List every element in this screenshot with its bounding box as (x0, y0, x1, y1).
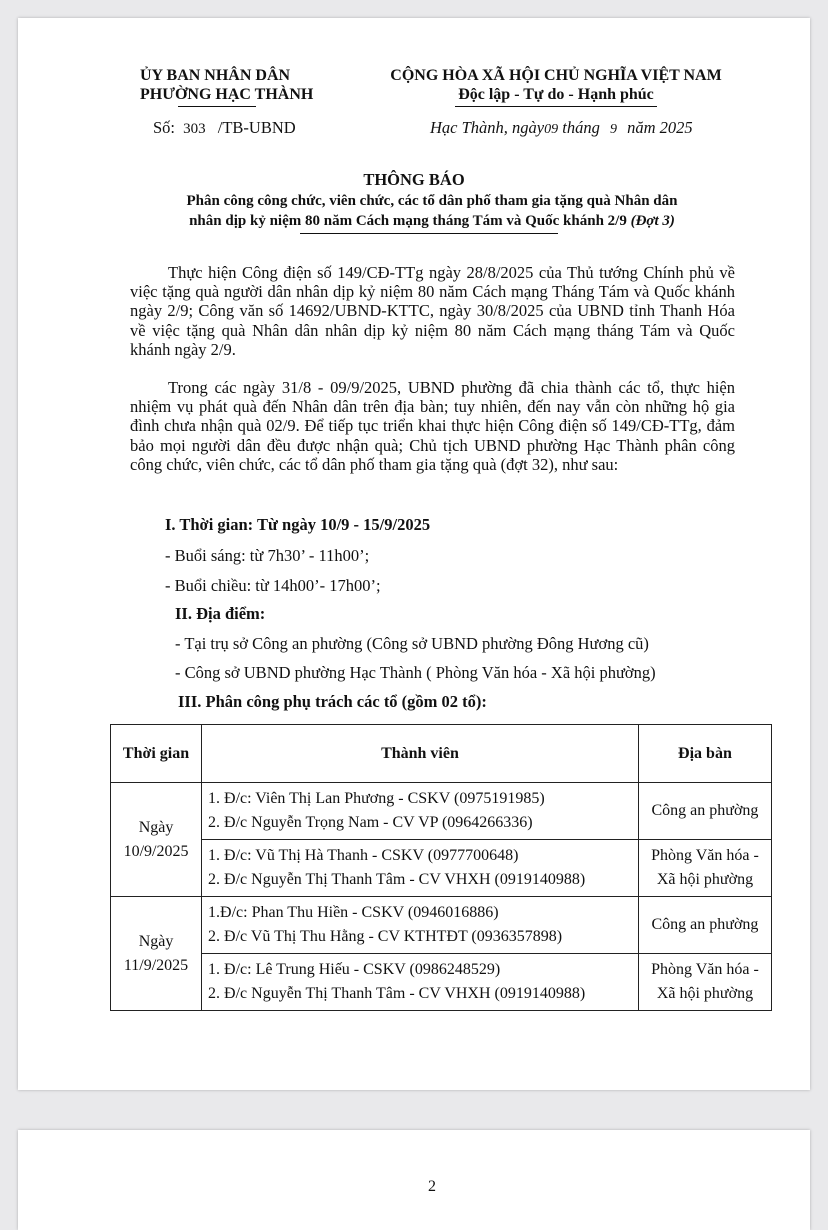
date-day: 09 (544, 122, 559, 137)
issuer-line-1: ỦY BAN NHÂN DÂN (140, 67, 291, 84)
date-label: Ngày (138, 932, 174, 950)
table-row (111, 954, 772, 1011)
members-cell (202, 783, 639, 840)
notice-title: THÔNG BÁO (363, 170, 465, 189)
area-line-2: Xã hội phường (656, 871, 754, 888)
table-row (111, 783, 772, 840)
date-mid: tháng (562, 118, 600, 137)
date-value: 10/9/2025 (123, 842, 189, 860)
member-2: 2. Đ/c Nguyễn Thị Thanh Tâm - CV VHXH (0919140988) (208, 871, 586, 888)
area-line-1: Công an phường (651, 802, 759, 819)
afternoon-schedule: - Buổi chiều: từ 14h00’- 17h00’; (165, 576, 381, 595)
table-row (111, 840, 772, 897)
place-1: - Tại trụ sở Công an phường (Công sở UBND phường Đông Hương cũ) (175, 634, 649, 653)
date-month: 9 (609, 122, 617, 137)
page-number: 2 (428, 1178, 436, 1195)
members-cell (202, 954, 639, 1011)
date-prefix: Hạc Thành, ngày (430, 118, 545, 137)
header-time: Thời gian (111, 725, 202, 783)
national-motto-block (370, 66, 742, 104)
motto: Độc lập - Tự do - Hạnh phúc (458, 86, 654, 103)
header-area: Địa bàn (638, 725, 771, 783)
document-number (153, 118, 296, 138)
document-date (430, 118, 693, 138)
member-1: 1. Đ/c: Lê Trung Hiếu - CSKV (0986248529) (208, 961, 501, 978)
area-cell (638, 954, 771, 1011)
assignment-table (110, 724, 772, 1011)
member-1: 1. Đ/c: Viên Thị Lan Phương - CSKV (0975191985) (208, 790, 545, 807)
title-underline (300, 233, 558, 234)
date-value: 11/9/2025 (123, 956, 189, 974)
area-cell (638, 783, 771, 840)
morning-schedule: - Buổi sáng: từ 7h30’ - 11h00’; (165, 546, 370, 565)
notice-subtitle-line-1: Phân công công chức, viên chức, các tổ dân phố tham gia tặng quà Nhân dân (186, 193, 678, 209)
place-heading: II. Địa điểm: (175, 604, 266, 623)
subtitle-text: nhân dịp kỷ niệm 80 năm Cách mạng tháng Tám và Quốc khánh 2/9 (189, 213, 627, 229)
area-cell (638, 840, 771, 897)
members-cell (202, 840, 639, 897)
member-1: 1. Đ/c: Vũ Thị Hà Thanh - CSKV (0977700648) (208, 847, 519, 864)
table-header-row (111, 725, 772, 783)
area-line-1: Phòng Văn hóa - (651, 961, 759, 978)
number-value: 303 (183, 121, 206, 137)
number-suffix: /TB-UBND (217, 118, 296, 137)
issuer-block (140, 66, 314, 104)
area-line-2: Xã hội phường (656, 985, 754, 1002)
subtitle-batch: (Đợt 3) (630, 213, 675, 229)
issuer-underline (178, 106, 256, 107)
country-name: CỘNG HÒA XÃ HỘI CHỦ NGHĨA VIỆT NAM (390, 67, 722, 84)
notice-subtitle-line-2 (0, 213, 828, 230)
assignment-heading: III. Phân công phụ trách các tổ (gồm 02 tổ): (178, 692, 487, 711)
member-1: 1.Đ/c: Phan Thu Hiền - CSKV (0946016886) (208, 904, 499, 921)
area-cell (638, 897, 771, 954)
paragraph-1: Thực hiện Công điện số 149/CĐ-TTg ngày 28/8/2025 của Thủ tướng Chính phủ về việc tặng quà người dân nhân dịp kỷ niệm 80 năm Cách mạng Tháng Tám và Quốc khánh ngày 2/9; Công văn số 14692/UBND-KTTC, ngày 30/8/2025 của UBND tỉnh Thanh Hóa về việc tặng quà Nhân dân nhân dịp kỷ niệm 80 năm Cách mạng tháng Tám và Quốc khánh ngày 2/9. (130, 263, 735, 359)
table-row (111, 897, 772, 954)
time-heading: I. Thời gian: Từ ngày 10/9 - 15/9/2025 (165, 515, 431, 534)
paragraph-2: Trong các ngày 31/8 - 09/9/2025, UBND phường đã chia thành các tổ, thực hiện nhiệm vụ phát quà đến Nhân dân trên địa bàn; tuy nhiên, đến nay vẫn còn những hộ gia đình chưa nhận quà 02/9. Để tiếp tục triển khai thực hiện Công điện số 149/CĐ-TTg, đảm bảo mọi người dân đều được nhận quà; Chủ tịch UBND phường Hạc Thành phân công công chức, viên chức, các tổ dân phố tham gia tặng quà (đợt 32), như sau: (130, 378, 735, 474)
area-line-1: Phòng Văn hóa - (651, 847, 759, 864)
member-2: 2. Đ/c Nguyễn Trọng Nam - CV VP (0964266336) (208, 814, 533, 831)
date-cell (111, 897, 202, 1011)
motto-underline (455, 106, 657, 107)
members-cell (202, 897, 639, 954)
member-2: 2. Đ/c Vũ Thị Thu Hằng - CV KTHTĐT (0936357898) (208, 928, 563, 945)
issuer-line-2: PHƯỜNG HẠC THÀNH (140, 86, 314, 103)
date-suffix: năm 2025 (627, 118, 693, 137)
place-2: - Công sở UBND phường Hạc Thành ( Phòng Văn hóa - Xã hội phường) (175, 663, 656, 682)
date-cell (111, 783, 202, 897)
number-prefix: Số: (153, 118, 176, 137)
member-2: 2. Đ/c Nguyễn Thị Thanh Tâm - CV VHXH (0919140988) (208, 985, 586, 1002)
area-line-1: Công an phường (651, 916, 759, 933)
header-members: Thành viên (202, 725, 639, 783)
date-label: Ngày (138, 818, 174, 836)
